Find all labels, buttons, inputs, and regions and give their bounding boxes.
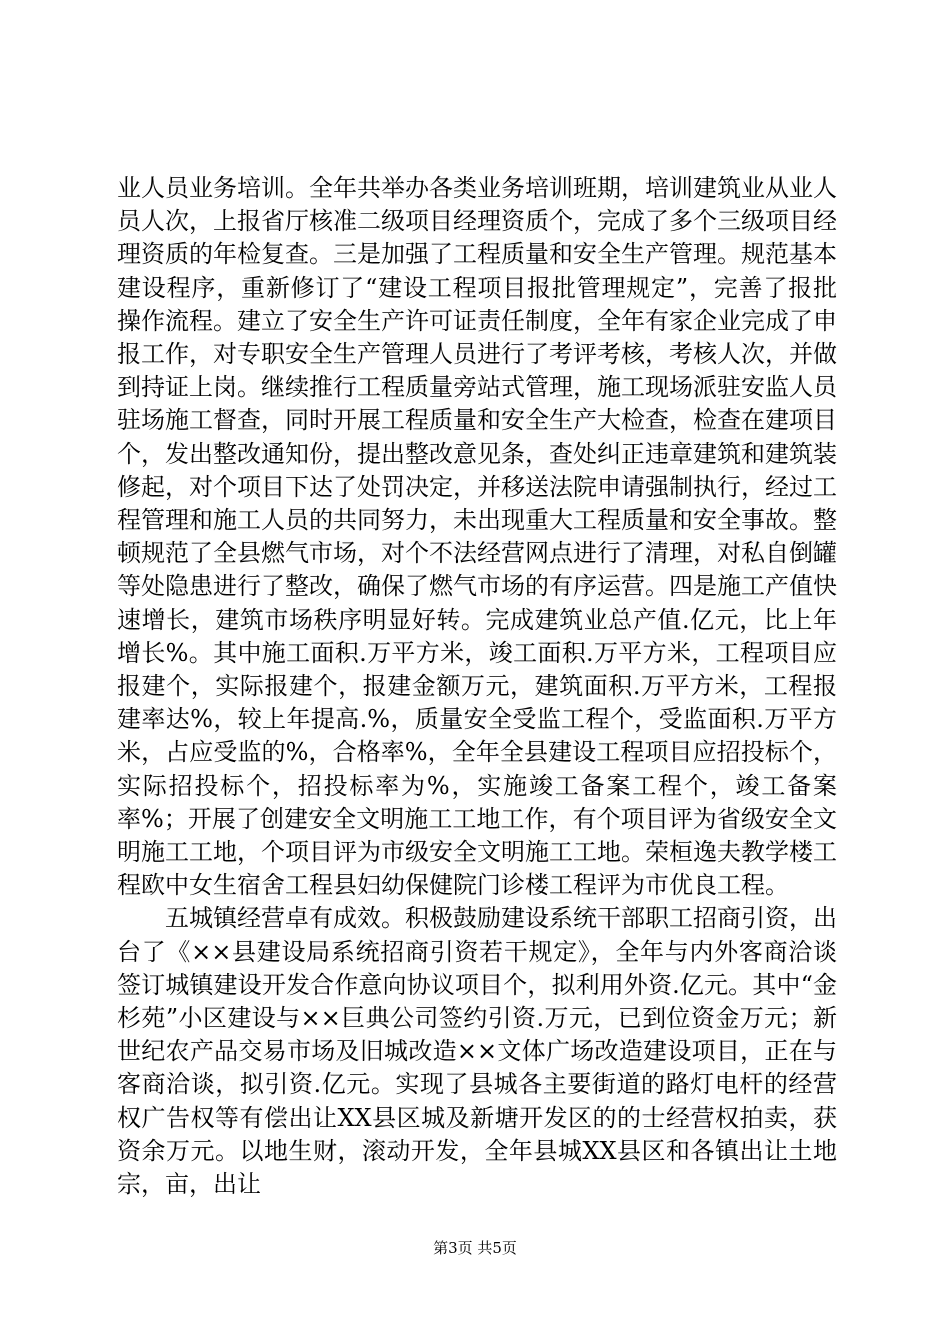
paragraph-training-and-construction: 业人员业务培训。全年共举办各类业务培训班期，培训建筑业从业人员人次，上报省厅核准二级项目经理资质个，完成了多个三级项目经理资质的年检复查。三是加强了工程质量和安全生产管理。规范基本建设程序，重新修订了“建设工程项目报批管理规定”，完善了报批操作流程。建立了安全生产许可证责任制度，全年有家企业完成了申报工作，对专职安全生产管理人员进行了考评考核，考核人次，并做到持证上岗。继续推行工程质量旁站式管理，施工现场派驻安监人员驻场施工督查，同时开展工程质量和安全生产大检查，检查在建项目个，发出整改通知份，提出整改意见条，查处纠正违章建筑和建筑装修起，对个项目下达了处罚决定，并移送法院申请强制执行，经过工程管理和施工人员的共同努力，未出现重大工程质量和安全事故。整顿规范了全县燃气市场，对个不法经营网点进行了清理，对私自倒罐等处隐患进行了整改，确保了燃气市场的有序运营。四是施工产值快速增长，建筑市场秩序明显好转。完成建筑业总产值.亿元，比上年增长%。其中施工面积.万平方米，竣工面积.万平方米，工程项目应报建个，实际报建个，报建金额万元，建筑面积.万平方米，工程报建率达%，较上年提高.%，质量安全受监工程个，受监面积.万平方米，占应受监的%，合格率%，全年全县建设工程项目应招投标个，实际招投标个，招投标率为%，实施竣工备案工程个，竣工备案率%；开展了创建安全文明施工工地工作，有个项目评为省级安全文明施工工地，个项目评为市级安全文明施工工地。荣桓逸夫教学楼工程欧中女生宿舍工程县妇幼保健院门诊楼工程评为市优良工程。	[117, 174, 837, 900]
document-body	[117, 172, 837, 1201]
page-footer	[0, 1238, 950, 1258]
page-number-label: 第3页 共5页	[433, 1239, 517, 1257]
paragraph-urban-operation: 五城镇经营卓有成效。积极鼓励建设系统干部职工招商引资，出台了《××县建设局系统招商引资若干规定》，全年与内外客商洽谈签订城镇建设开发合作意向协议项目个，拟利用外资.亿元。其中“金杉苑”小区建设与××巨典公司签约引资.万元，已到位资金万元；新世纪农产品交易市场及旧城改造××文体广场改造建设项目，正在与客商洽谈，拟引资.亿元。实现了县城各主要街道的路灯电杆的经营权广告权等有偿出让XX县区城及新塘开发区的的士经营权拍卖，获资余万元。以地生财，滚动开发，全年县城XX县区和各镇出让土地宗，亩，出让	[117, 904, 837, 1199]
